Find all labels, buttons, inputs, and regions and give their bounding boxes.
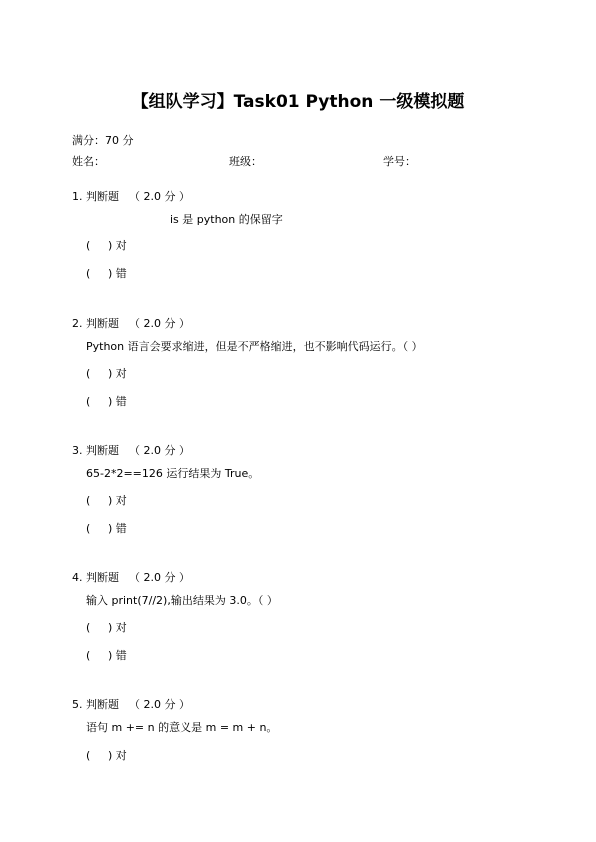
option-label: ) 对 bbox=[108, 494, 127, 507]
option-false[interactable] bbox=[86, 522, 127, 536]
question-score: （ 2.0 分 ） bbox=[129, 317, 190, 330]
question-stem: is 是 python 的保留字 bbox=[170, 213, 283, 226]
answer-blank-open: ( bbox=[86, 749, 91, 762]
question-stem: Python 语言会要求缩进，但是不严格缩进，也不影响代码运行。（ ） bbox=[86, 340, 423, 353]
question-stem: 输入 print(7//2),输出结果为 3.0。（ ） bbox=[86, 594, 278, 607]
question-number-type: 4. 判断题 bbox=[72, 571, 119, 584]
option-label: ) 对 bbox=[108, 367, 127, 380]
answer-blank-open: ( bbox=[86, 367, 91, 380]
answer-blank-open: ( bbox=[86, 267, 91, 280]
question-2 bbox=[72, 317, 532, 408]
option-true[interactable] bbox=[86, 367, 127, 381]
name-label: 姓名： bbox=[72, 155, 105, 168]
question-score: （ 2.0 分 ） bbox=[129, 698, 190, 711]
answer-blank-open: ( bbox=[86, 239, 91, 252]
option-false[interactable] bbox=[86, 267, 127, 281]
option-false[interactable] bbox=[86, 395, 127, 409]
question-number-type: 2. 判断题 bbox=[72, 317, 119, 330]
option-true[interactable] bbox=[86, 749, 127, 763]
question-number-type: 5. 判断题 bbox=[72, 698, 119, 711]
question-header bbox=[72, 444, 532, 458]
question-header bbox=[72, 190, 532, 204]
question-4 bbox=[72, 571, 532, 662]
option-label: ) 错 bbox=[108, 395, 127, 408]
class-label: 班级： bbox=[229, 155, 262, 168]
question-number-type: 3. 判断题 bbox=[72, 444, 119, 457]
option-label: ) 错 bbox=[108, 522, 127, 535]
student-id-label: 学号： bbox=[383, 155, 416, 168]
question-header bbox=[72, 698, 532, 712]
option-true[interactable] bbox=[86, 494, 127, 508]
full-score: 满分：70 分 bbox=[72, 134, 134, 147]
question-score: （ 2.0 分 ） bbox=[129, 571, 190, 584]
answer-blank-open: ( bbox=[86, 395, 91, 408]
question-5 bbox=[72, 698, 532, 762]
option-label: ) 错 bbox=[108, 649, 127, 662]
option-label: ) 对 bbox=[108, 239, 127, 252]
option-label: ) 对 bbox=[108, 749, 127, 762]
answer-blank-open: ( bbox=[86, 494, 91, 507]
question-stem: 语句 m += n 的意义是 m = m + n。 bbox=[86, 721, 278, 734]
answer-blank-open: ( bbox=[86, 522, 91, 535]
question-number-type: 1. 判断题 bbox=[72, 190, 119, 203]
question-3 bbox=[72, 444, 532, 535]
question-score: （ 2.0 分 ） bbox=[129, 190, 190, 203]
answer-blank-open: ( bbox=[86, 621, 91, 634]
option-true[interactable] bbox=[86, 621, 127, 635]
answer-blank-open: ( bbox=[86, 649, 91, 662]
option-true[interactable] bbox=[86, 239, 127, 253]
option-false[interactable] bbox=[86, 649, 127, 663]
question-header bbox=[72, 317, 532, 331]
question-header bbox=[72, 571, 532, 585]
option-label: ) 错 bbox=[108, 267, 127, 280]
option-label: ) 对 bbox=[108, 621, 127, 634]
question-score: （ 2.0 分 ） bbox=[129, 444, 190, 457]
question-1 bbox=[72, 190, 532, 280]
question-stem: 65-2*2==126 运行结果为 True。 bbox=[86, 467, 260, 480]
exam-title: 【组队学习】Task01 Python 一级模拟题 bbox=[131, 92, 465, 112]
